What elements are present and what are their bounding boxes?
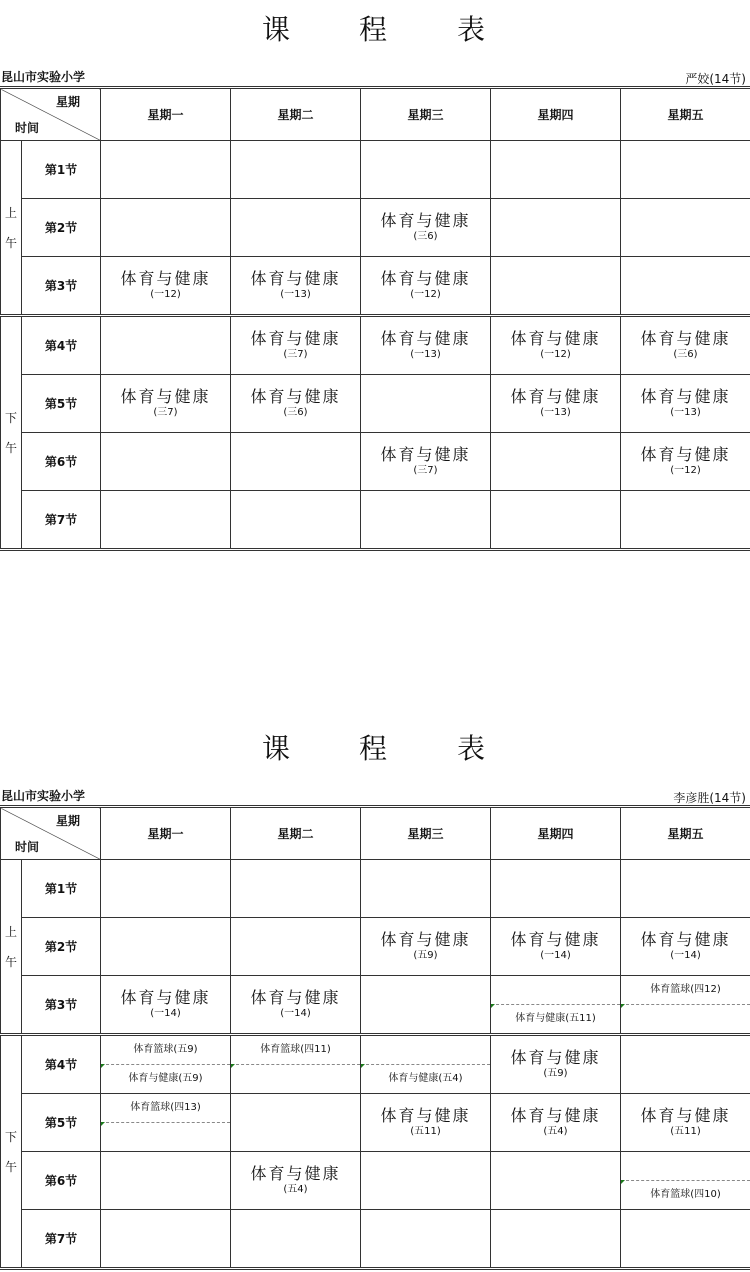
period-row (1, 199, 750, 257)
schedule-cell (231, 860, 361, 918)
schedule-cell (621, 199, 750, 257)
morning-label (1, 141, 22, 316)
course-name: 体育与健康 (510, 328, 601, 348)
period-row (1, 316, 750, 375)
afternoon-label (1, 1035, 22, 1269)
schedule-cell (491, 375, 621, 433)
schedule-cell (621, 918, 750, 976)
schedule-cell (491, 918, 621, 976)
period-label: 第5节 (22, 375, 101, 433)
timetable (0, 805, 750, 1270)
course-name: 体育与健康 (640, 1105, 731, 1125)
schedule-cell (101, 433, 231, 491)
schedule-cell (101, 316, 231, 375)
timetable (0, 86, 750, 551)
schedule-cell (621, 316, 750, 375)
course-name: 体育与健康 (250, 328, 341, 348)
title-char: 课 (262, 13, 291, 46)
header-row (1, 88, 750, 141)
schedule-cell (621, 976, 750, 1035)
cell-marker (621, 1180, 625, 1184)
morning-label (1, 860, 22, 1035)
course-name: 体育与健康 (640, 386, 731, 406)
period-row (1, 375, 750, 433)
schedule-cell (361, 976, 491, 1035)
class-code: (五9) (413, 949, 438, 961)
title-char: 表 (457, 732, 486, 765)
schedule-cell (491, 316, 621, 375)
schedule-cell (101, 1210, 231, 1269)
schedule-cell (621, 141, 750, 199)
class-code: (三7) (153, 406, 178, 418)
schedule-cell (101, 1152, 231, 1210)
course-name: 体育与健康 (250, 987, 341, 1007)
class-code: (三6) (283, 406, 308, 418)
corner-time-label: 时间 (15, 121, 40, 135)
cell-marker (621, 1004, 625, 1008)
period-row (1, 976, 750, 1035)
weekday-header: 星期五 (621, 88, 750, 141)
course-name: 体育与健康 (510, 1105, 601, 1125)
cell-marker (231, 1064, 235, 1068)
title-char: 课 (262, 732, 291, 765)
schedule-cell (361, 433, 491, 491)
schedule-cell (231, 316, 361, 375)
schedule-cell (231, 433, 361, 491)
schedule-cell (621, 375, 750, 433)
schedule-cell (361, 918, 491, 976)
course-name: 体育与健康 (380, 210, 471, 230)
course-top-entry: 体育篮球(四12) (621, 976, 750, 1005)
weekday-header: 星期三 (361, 807, 491, 860)
class-code: (一13) (280, 288, 311, 300)
schedule-cell (491, 141, 621, 199)
weekday-header: 星期四 (491, 807, 621, 860)
schedule-cell (491, 199, 621, 257)
cell-marker (361, 1064, 365, 1068)
schedule-cell (101, 491, 231, 550)
schedule-cell (231, 491, 361, 550)
course-name: 体育与健康 (120, 386, 211, 406)
weekday-header: 星期四 (491, 88, 621, 141)
period-row (1, 918, 750, 976)
schedule-cell (231, 976, 361, 1035)
corner-cell (1, 88, 101, 141)
class-code: (一13) (540, 406, 571, 418)
schedule-cell (621, 860, 750, 918)
class-code: (五9) (543, 1067, 568, 1079)
schedule-cell (491, 860, 621, 918)
course-name: 体育与健康 (250, 1163, 341, 1183)
schedule-title (0, 719, 750, 769)
class-code: (一14) (540, 949, 571, 961)
weekday-header: 星期二 (231, 807, 361, 860)
corner-cell (1, 807, 101, 860)
corner-week-label: 星期 (55, 95, 80, 109)
course-top-entry: 体育篮球(五9) (101, 1036, 230, 1065)
weekday-header: 星期二 (231, 88, 361, 141)
period-label: 第7节 (22, 1210, 101, 1269)
schedule-cell (361, 257, 491, 316)
weekday-header: 星期三 (361, 88, 491, 141)
schedule-cell (621, 257, 750, 316)
period-row (1, 1035, 750, 1094)
half-char: 午 (4, 1159, 17, 1174)
class-code: (五4) (543, 1125, 568, 1137)
course-name: 体育与健康 (250, 386, 341, 406)
half-char: 午 (4, 235, 17, 250)
schedule-cell (361, 1210, 491, 1269)
class-code: (一12) (540, 348, 571, 360)
schedule-cell (231, 141, 361, 199)
class-code: (一14) (150, 1007, 181, 1019)
schedule-cell (361, 375, 491, 433)
schedule-cell (491, 1094, 621, 1152)
schedule-cell (491, 491, 621, 550)
schedule-cell (361, 1094, 491, 1152)
title-char: 程 (359, 13, 388, 46)
schedule-cell (491, 1035, 621, 1094)
schedule-block-1 (0, 0, 750, 560)
schedule-cell (101, 918, 231, 976)
course-name: 体育与健康 (380, 1105, 471, 1125)
schedule-cell (361, 316, 491, 375)
schedule-cell (361, 141, 491, 199)
schedule-cell (491, 257, 621, 316)
course-top-entry: 体育篮球(四13) (101, 1094, 230, 1123)
class-code: (五4) (283, 1183, 308, 1195)
schedule-cell (621, 1094, 750, 1152)
schedule-cell (361, 199, 491, 257)
course-name: 体育与健康 (380, 328, 471, 348)
course-name: 体育与健康 (510, 929, 601, 949)
teacher-name: 李彦胜(14节) (673, 791, 746, 805)
half-char: 午 (4, 954, 17, 969)
course-bottom-entry: 体育与健康(五4) (361, 1064, 490, 1093)
corner-week-label: 星期 (55, 814, 80, 828)
half-char: 下 (4, 410, 17, 425)
title-char: 程 (359, 732, 388, 765)
period-label: 第2节 (22, 918, 101, 976)
course-name: 体育与健康 (120, 987, 211, 1007)
schedule-cell (361, 860, 491, 918)
schedule-cell (101, 141, 231, 199)
course-name: 体育与健康 (250, 268, 341, 288)
schedule-cell (231, 375, 361, 433)
course-name: 体育与健康 (640, 444, 731, 464)
class-code: (一12) (150, 288, 181, 300)
half-char: 上 (4, 924, 17, 939)
schedule-cell (621, 1152, 750, 1210)
schedule-cell (231, 1210, 361, 1269)
class-code: (一14) (670, 949, 701, 961)
period-label: 第1节 (22, 141, 101, 199)
class-code: (一14) (280, 1007, 311, 1019)
schedule-cell (101, 1094, 231, 1152)
period-label: 第6节 (22, 433, 101, 491)
schedule-cell (101, 1035, 231, 1094)
course-bottom-entry: 体育与健康(五11) (491, 1004, 620, 1033)
class-code: (五11) (670, 1125, 701, 1137)
period-row (1, 1210, 750, 1269)
school-name: 昆山市实验小学 (1, 789, 86, 803)
weekday-header: 星期一 (101, 88, 231, 141)
class-code: (三7) (283, 348, 308, 360)
weekday-header: 星期一 (101, 807, 231, 860)
half-char: 下 (4, 1129, 17, 1144)
course-name: 体育与健康 (640, 328, 731, 348)
schedule-cell (101, 257, 231, 316)
period-label: 第4节 (22, 1035, 101, 1094)
schedule-cell (231, 199, 361, 257)
course-name: 体育与健康 (380, 268, 471, 288)
school-name: 昆山市实验小学 (1, 70, 86, 84)
schedule-cell (231, 1035, 361, 1094)
schedule-cell (361, 491, 491, 550)
schedule-cell (361, 1035, 491, 1094)
period-row (1, 860, 750, 918)
schedule-title (0, 0, 750, 50)
teacher-name: 严姣(14节) (685, 72, 746, 86)
title-char: 表 (457, 13, 486, 46)
schedule-cell (231, 1152, 361, 1210)
schedule-cell (361, 1152, 491, 1210)
half-char: 午 (4, 440, 17, 455)
schedule-cell (231, 918, 361, 976)
period-label: 第4节 (22, 316, 101, 375)
schedule-cell (231, 257, 361, 316)
period-label: 第3节 (22, 976, 101, 1035)
corner-time-label: 时间 (15, 840, 40, 854)
half-char: 上 (4, 205, 17, 220)
course-bottom-entry: 体育与健康(五9) (128, 1073, 203, 1084)
schedule-cell (621, 433, 750, 491)
course-name: 体育与健康 (120, 268, 211, 288)
schedule-cell (491, 1210, 621, 1269)
class-code: (一12) (410, 288, 441, 300)
period-label: 第2节 (22, 199, 101, 257)
schedule-cell (101, 199, 231, 257)
course-name: 体育与健康 (510, 1047, 601, 1067)
schedule-cell (621, 1210, 750, 1269)
period-row (1, 141, 750, 199)
course-top-entry: 体育篮球(四11) (231, 1036, 360, 1065)
schedule-cell (621, 491, 750, 550)
class-code: (三6) (413, 230, 438, 242)
class-code: (一13) (410, 348, 441, 360)
schedule-cell (231, 1094, 361, 1152)
period-label: 第6节 (22, 1152, 101, 1210)
cell-marker (101, 1122, 105, 1126)
period-label: 第3节 (22, 257, 101, 316)
afternoon-label (1, 316, 22, 550)
period-row (1, 433, 750, 491)
period-label: 第1节 (22, 860, 101, 918)
weekday-header: 星期五 (621, 807, 750, 860)
course-bottom-entry: 体育篮球(四10) (621, 1180, 750, 1209)
class-code: (五11) (410, 1125, 441, 1137)
schedule-cell (491, 976, 621, 1035)
schedule-cell (101, 860, 231, 918)
course-name: 体育与健康 (510, 386, 601, 406)
period-row (1, 257, 750, 316)
course-name: 体育与健康 (640, 929, 731, 949)
schedule-cell (491, 433, 621, 491)
class-code: (一13) (670, 406, 701, 418)
period-row (1, 491, 750, 550)
schedule-cell (621, 1035, 750, 1094)
schedule-cell (101, 976, 231, 1035)
schedule-block-2 (0, 719, 750, 1272)
class-code: (一12) (670, 464, 701, 476)
period-row (1, 1094, 750, 1152)
schedule-cell (491, 1152, 621, 1210)
course-name: 体育与健康 (380, 929, 471, 949)
header-row (1, 807, 750, 860)
class-code: (三6) (673, 348, 698, 360)
cell-marker (491, 1004, 495, 1008)
period-label: 第5节 (22, 1094, 101, 1152)
course-name: 体育与健康 (380, 444, 471, 464)
schedule-cell (101, 375, 231, 433)
class-code: (三7) (413, 464, 438, 476)
period-row (1, 1152, 750, 1210)
period-label: 第7节 (22, 491, 101, 550)
